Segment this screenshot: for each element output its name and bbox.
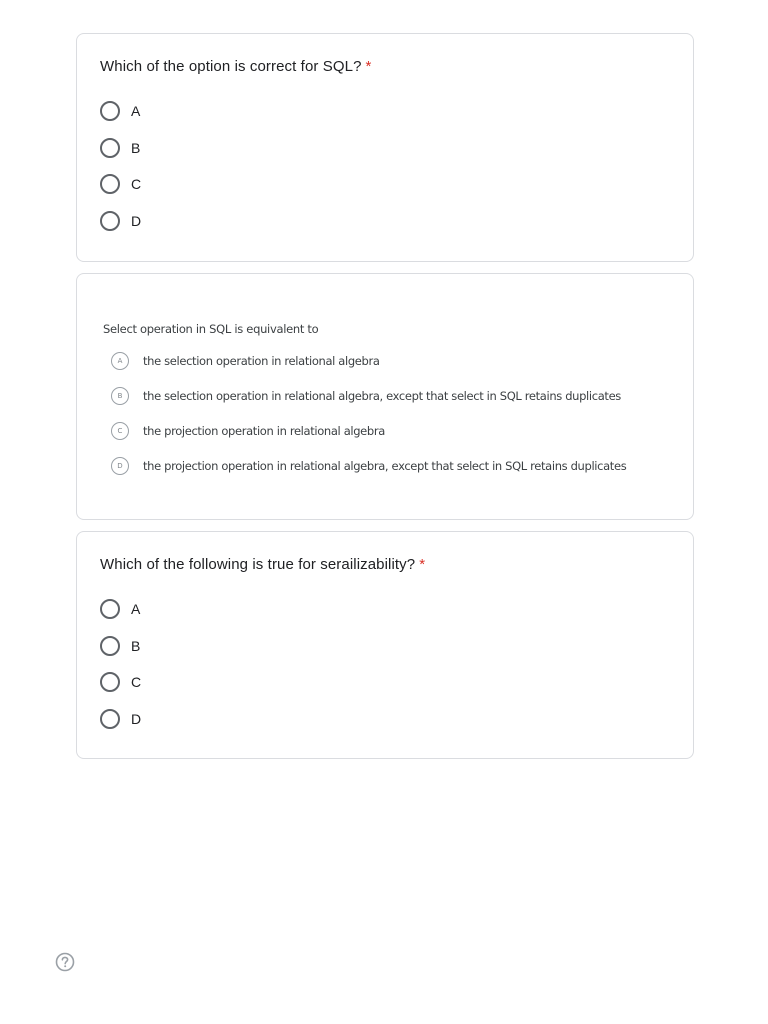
radio-button[interactable] <box>100 599 120 619</box>
question-title-text: Which of the following is true for serailizability? <box>100 556 416 573</box>
image-option-b <box>111 387 621 405</box>
radio-option-a[interactable] <box>100 599 141 619</box>
radio-button[interactable] <box>100 672 120 692</box>
image-option-text: the projection operation in relational algebra <box>143 424 385 438</box>
radio-option-d[interactable] <box>100 211 141 231</box>
image-option-letter: C <box>111 422 129 440</box>
option-label: C <box>131 176 142 192</box>
image-option-a <box>111 352 380 370</box>
option-label: A <box>131 601 141 617</box>
radio-group <box>100 599 141 745</box>
radio-button[interactable] <box>100 101 120 121</box>
radio-option-d[interactable] <box>100 709 141 729</box>
question-title <box>100 556 425 573</box>
option-label: A <box>131 103 141 119</box>
help-button[interactable] <box>55 952 75 972</box>
question-title <box>100 58 371 75</box>
radio-button[interactable] <box>100 709 120 729</box>
radio-button[interactable] <box>100 138 120 158</box>
option-label: B <box>131 637 141 654</box>
image-option-text: the selection operation in relational algebra, except that select in SQL retains duplicates <box>143 389 621 403</box>
image-option-c <box>111 422 385 440</box>
question-title-text: Which of the option is correct for SQL? <box>100 58 362 75</box>
option-label: D <box>131 710 142 727</box>
radio-option-c[interactable] <box>100 174 141 194</box>
image-question-text: Select operation in SQL is equivalent to <box>103 322 319 336</box>
help-circle-icon <box>55 952 75 972</box>
radio-option-a[interactable] <box>100 101 141 121</box>
question-card-2 <box>76 273 694 520</box>
image-option-letter: D <box>111 457 129 475</box>
required-asterisk: * <box>365 58 372 75</box>
question-image <box>93 314 653 484</box>
option-label: C <box>131 674 142 690</box>
radio-button[interactable] <box>100 174 120 194</box>
image-option-letter: A <box>111 352 129 370</box>
option-label: D <box>131 212 142 229</box>
required-asterisk: * <box>419 556 426 573</box>
question-card-1 <box>76 33 694 262</box>
image-option-text: the selection operation in relational algebra <box>143 354 380 368</box>
question-card-3 <box>76 531 694 759</box>
radio-option-b[interactable] <box>100 636 141 656</box>
radio-button[interactable] <box>100 211 120 231</box>
image-option-d <box>111 457 626 475</box>
radio-group <box>100 101 141 247</box>
image-option-letter: B <box>111 387 129 405</box>
option-label: B <box>131 139 141 156</box>
radio-option-c[interactable] <box>100 672 141 692</box>
radio-button[interactable] <box>100 636 120 656</box>
radio-option-b[interactable] <box>100 138 141 158</box>
image-option-text: the projection operation in relational algebra, except that select in SQL retains duplicates <box>143 459 627 473</box>
